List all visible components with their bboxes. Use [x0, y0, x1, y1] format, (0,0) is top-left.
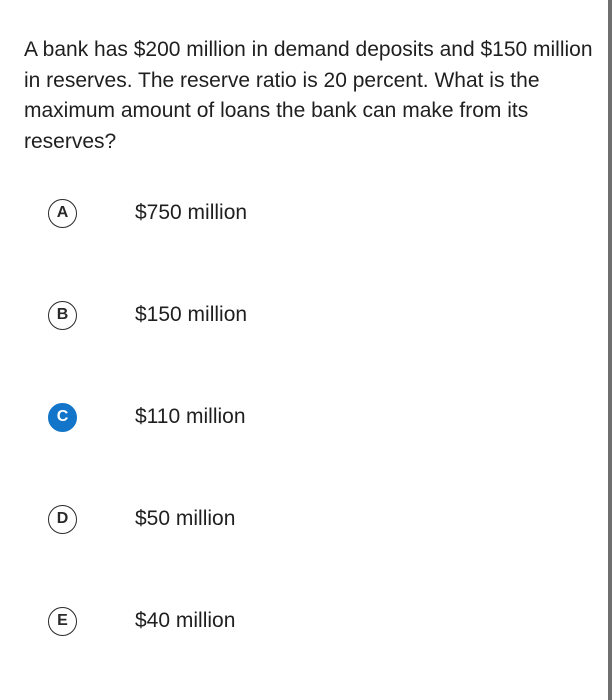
option-e-label: $40 million: [135, 609, 236, 632]
answer-option-e[interactable]: [48, 601, 568, 641]
option-a-label: $750 million: [135, 201, 248, 224]
option-b-radio[interactable]: B: [48, 301, 77, 330]
option-d-radio[interactable]: D: [48, 505, 77, 534]
option-b-label: $150 million: [135, 303, 248, 326]
option-c-radio[interactable]: C: [48, 403, 77, 432]
option-d-label: $50 million: [135, 507, 236, 530]
answer-option-c[interactable]: [48, 397, 568, 437]
answer-option-b[interactable]: [48, 295, 568, 335]
question-text: A bank has $200 million in demand deposits and $150 million in reserves. The reserve ratio is 20 percent. What is the maximum amount of loans the bank can make from its reserves?: [24, 38, 593, 153]
window-right-border: [608, 0, 612, 700]
option-c-label: $110 million: [135, 405, 246, 428]
option-a-radio[interactable]: A: [48, 199, 77, 228]
option-e-radio[interactable]: E: [48, 607, 77, 636]
answer-option-a[interactable]: [48, 193, 568, 233]
answer-option-d[interactable]: [48, 499, 568, 539]
